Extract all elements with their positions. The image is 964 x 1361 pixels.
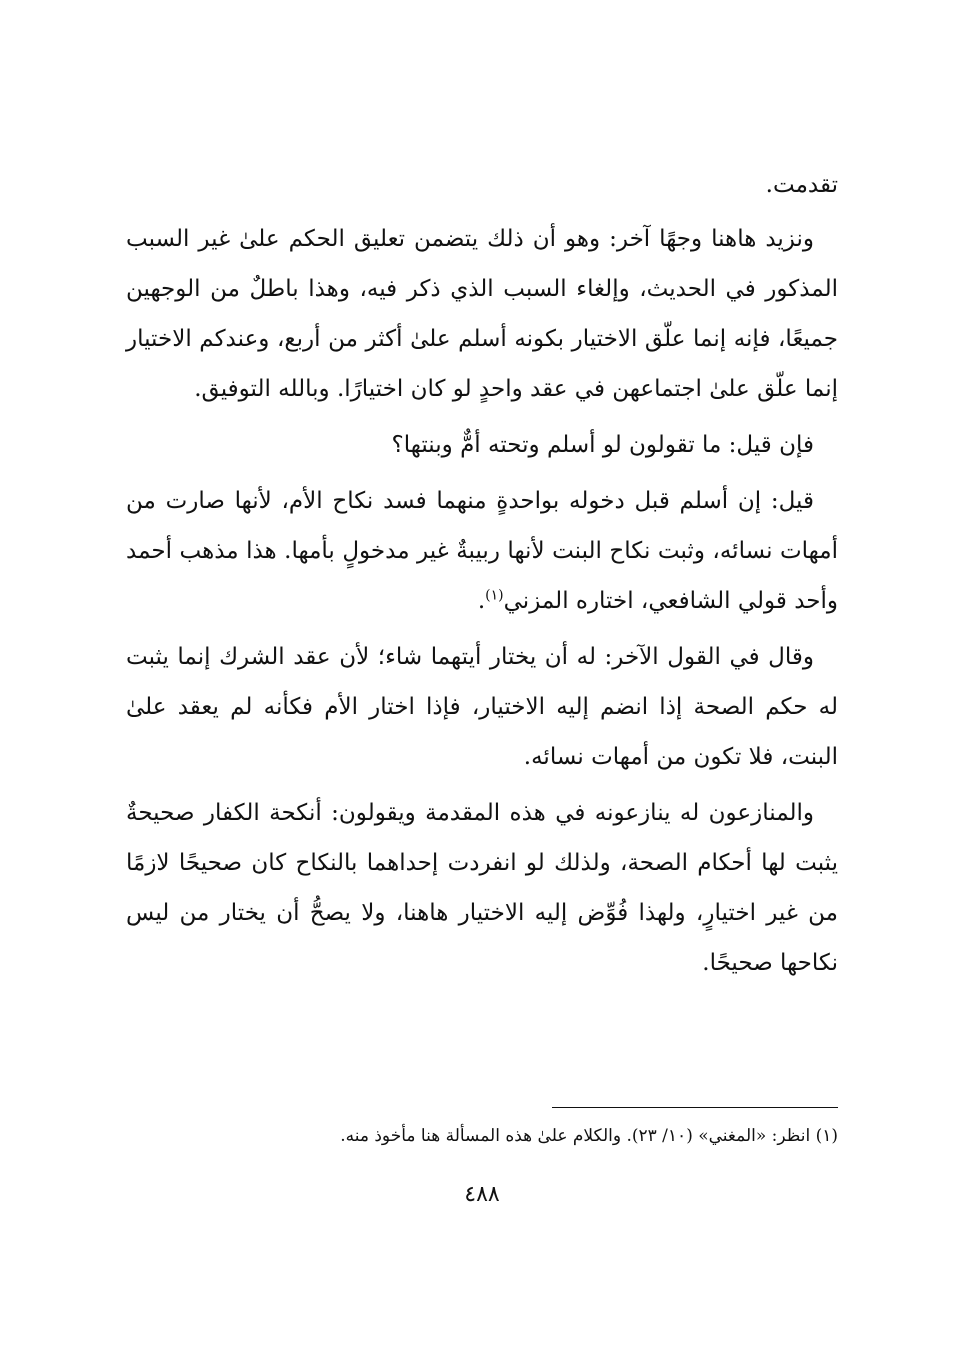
paragraph-opponents: والمنازعون له ينازعونه في هذه المقدمة ويقولون: أنكحة الكفار صحيحةٌ يثبت لها أحكام الصحة، ولذلك لو انفردت إحداهما بالنكاح كان صحيحًا لازمًا من غير اختيارٍ، ولهذا فُوِّض إليه الاختيار هاهنا، ولا يصحُّ أن يختار من ليس نكاحها صحيحًا. — [126, 800, 838, 976]
page-body — [126, 160, 838, 994]
paragraph-answer-text: قيل: إن أسلم قبل دخوله بواحدةٍ منهما فسد نكاح الأم، لأنها صارت من أمهات نسائه، وثبت نكاح البنت لأنها ربيبةٌ غير مدخولٍ بأمها. هذا مذهب أحمد وأحد قولي الشافعي، اختاره المزني — [126, 488, 838, 614]
paragraph-additional-aspect: ونزيد هاهنا وجهًا آخر: وهو أن ذلك يتضمن تعليق الحكم علىٰ غير السبب المذكور في الحديث، وإلغاء السبب الذي ذكر فيه، وهذا باطلٌ من الوجهين جميعًا، فإنه إنما علّق الاختيار بكونه أسلم علىٰ أكثر من أربع، وعندكم الاختيار إنما علّق علىٰ اجتماعهن في عقد واحدٍ لو كان اختيارًا. وبالله التوفيق. — [126, 226, 838, 402]
paragraph-answer — [126, 476, 838, 626]
paragraph-answer-end: . — [477, 588, 486, 614]
page-number: ٤٨٨ — [464, 1182, 500, 1207]
footnote: (١) انظر: «المغني» (١٠/ ٢٣). والكلام علىٰ هذه المسألة هنا مأخوذ منه. — [340, 1126, 838, 1146]
paragraph-question: فإن قيل: ما تقولون لو أسلم وتحته أمٌّ وبنتها؟ — [391, 432, 814, 458]
footnote-reference: (١) — [485, 587, 504, 604]
paragraph-other-opinion: وقال في القول الآخر: له أن يختار أيتهما شاء؛ لأن عقد الشرك إنما يثبت له حكم الصحة إذا انضم إليه الاختيار، فإذا اختار الأم فكأنه لم يعقد علىٰ البنت، فلا تكون من أمهات نسائه. — [126, 644, 838, 770]
footnote-separator — [552, 1107, 838, 1108]
paragraph-continuation: تقدمت. — [765, 172, 838, 198]
